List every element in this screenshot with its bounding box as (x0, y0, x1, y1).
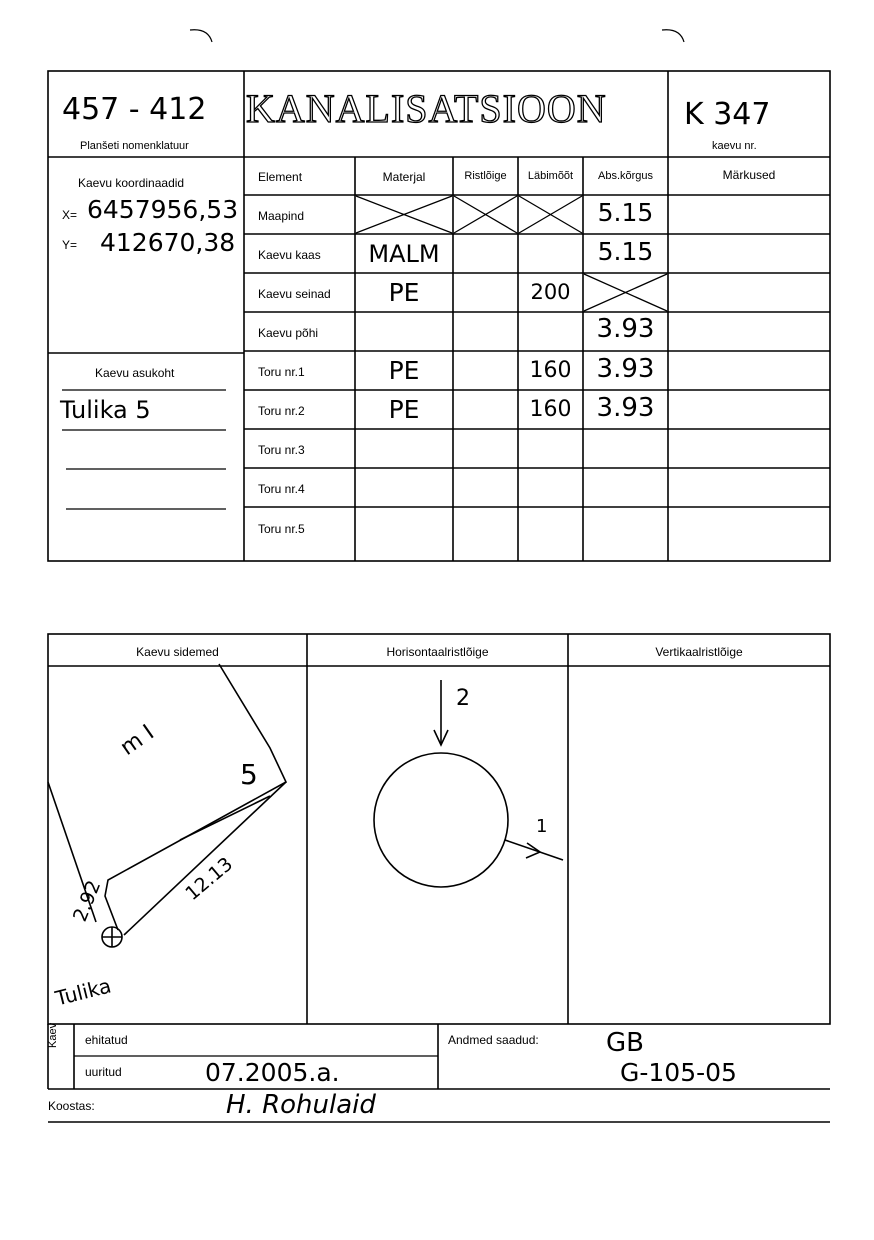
coordinates-label: Kaevu koordinaadid (78, 176, 185, 190)
table-row-element: Kaevu põhi (258, 326, 319, 340)
coord-y-label: Y= (62, 238, 78, 252)
section-header-vertical: Vertikaalristlõige (655, 645, 743, 659)
table-row-element: Toru nr.3 (258, 443, 305, 457)
table-cell-abs: 5.15 (597, 198, 654, 227)
table-cell-abs: 3.93 (596, 314, 655, 344)
data-source-value1: GB (606, 1028, 644, 1058)
table-row-element: Toru nr.5 (258, 522, 305, 536)
surveyed-label: uuritud (85, 1065, 122, 1079)
table-cell-labimoot: 160 (529, 358, 572, 383)
table-row-element: Toru nr.1 (258, 365, 305, 379)
tie-label-m1: m I (115, 720, 159, 761)
built-label: ehitatud (85, 1033, 128, 1047)
tie-label-point5: 5 (240, 758, 258, 791)
table-row-element: Kaevu kaas (258, 248, 321, 262)
table-row-element: Toru nr.4 (258, 482, 305, 496)
well-number-value: K 347 (684, 97, 771, 132)
pipe-label-2: 2 (456, 686, 470, 711)
surveyed-value: 07.2005.a. (205, 1058, 340, 1087)
table-cell-abs: 3.93 (596, 354, 655, 384)
compiled-value: H. Rohulaid (226, 1090, 376, 1120)
section-header-horizontal: Horisontaalristlõige (386, 645, 489, 659)
table-cell-abs: 3.93 (596, 393, 655, 423)
compiled-label: Koostas: (48, 1099, 95, 1113)
col-header-element: Element (258, 170, 303, 184)
nomenclature-value: 457 - 412 (62, 92, 207, 127)
nomenclature-label: Planšeti nomenklatuur (80, 140, 189, 152)
footer-side-label: Kaev (47, 1022, 59, 1048)
table-cell-materjal: MALM (368, 240, 440, 268)
data-source-label: Andmed saadud: (448, 1033, 539, 1047)
tie-label-street: Tulika (52, 973, 114, 1011)
col-header-ristloige: Ristlõige (464, 170, 507, 182)
coord-x-value: 6457956,53 (87, 195, 239, 224)
table-row-element: Maapind (258, 209, 305, 223)
location-value: Tulika 5 (60, 396, 151, 424)
pipe-label-1: 1 (536, 816, 548, 837)
table-cell-materjal: PE (388, 356, 420, 385)
col-header-labimoot: Läbimõõt (527, 170, 574, 182)
well-number-label: kaevu nr. (712, 140, 757, 152)
page-title: KANALISATSIOON (246, 86, 607, 131)
col-header-abs-korgus: Abs.kõrgus (597, 170, 654, 182)
col-header-markused: Märkused (722, 168, 776, 182)
table-cell-materjal: PE (388, 395, 420, 424)
table-cell-materjal: PE (388, 278, 420, 307)
tie-label-distance2: 12.13 (181, 853, 238, 905)
coord-y-value: 412670,38 (100, 228, 236, 257)
table-row-element: Toru nr.2 (258, 404, 305, 418)
tie-label-distance1: 2.92 (69, 877, 106, 925)
data-source-value2: G-105-05 (620, 1058, 737, 1087)
coord-x-label: X= (62, 208, 78, 222)
section-header-ties: Kaevu sidemed (136, 645, 219, 659)
table-cell-labimoot: 200 (530, 280, 571, 304)
col-header-materjal: Materjal (382, 170, 426, 184)
table-cell-abs: 5.15 (597, 237, 654, 266)
table-cell-labimoot: 160 (529, 397, 572, 422)
location-label: Kaevu asukoht (95, 366, 175, 380)
table-row-element: Kaevu seinad (258, 287, 331, 301)
